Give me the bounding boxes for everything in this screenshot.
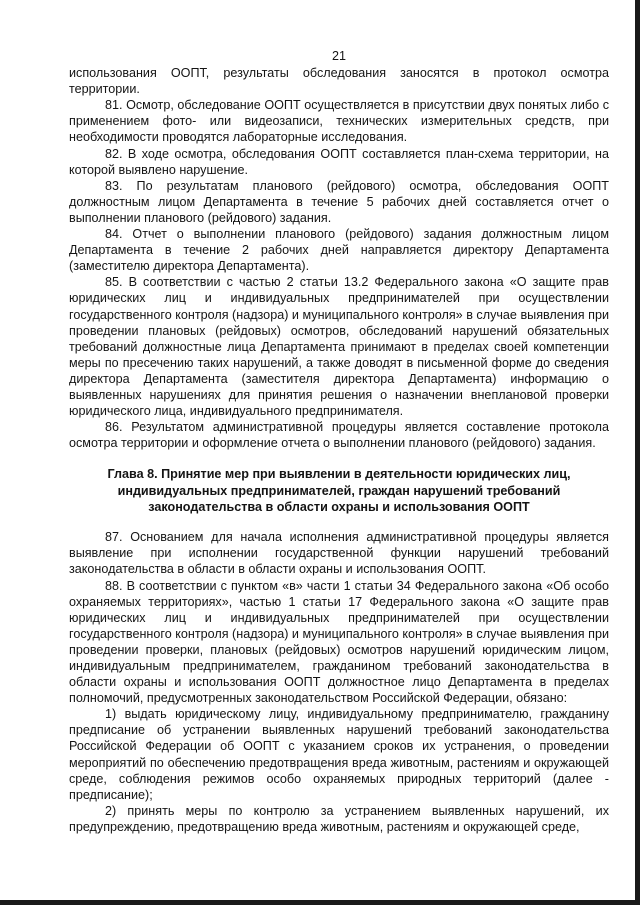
paragraph-84: 84. Отчет о выполнении планового (рейдового) задания должностным лицом Департамента в течение 2 рабочих дней направляется директору Департамента (заместителю директора Департамента).: [69, 227, 609, 274]
paragraph-80-continuation: использования ООПТ, результаты обследования заносятся в протокол осмотра территории.: [69, 66, 609, 97]
paragraph-85: 85. В соответствии с частью 2 статьи 13.2 Федерального закона «О защите прав юридических лиц и индивидуальных предпринимателей при осуществлении государственного контроля (надзора) и муниципального контроля» в случае выявления при проведении плановых (рейдовых) осмотров, обследований нарушений обязательных требований должностные лица Департамента принимают в пределах своей компетенции меры по пресечению таких нарушений, а также доводят в письменной форме до сведения директора Департамента (заместителя директора Департамента) информацию о выявленных нарушениях для принятия решения о назначении внеплановой проверки юридического лица, индивидуального предпринимателя.: [69, 275, 609, 419]
paragraph-82: 82. В ходе осмотра, обследования ООПТ составляется план-схема территории, на которой выявлено нарушение.: [69, 146, 609, 177]
paragraph-88: 88. В соответствии с пунктом «в» части 1 статьи 34 Федерального закона «Об особо охраняемых территориях», частью 1 статьи 17 Федерального закона «О защите прав юридических лиц и индивидуальных предпринимателей при осуществлении государственного контроля (надзора) и муниципального контроля» в случае выявления при проведении проверки, плановых (рейдовых) осмотров нарушений юридическим лицом, индивидуальным предпринимателем, гражданином требований законодательства в области охраны и использования ООПТ должностное лицо Департамента в пределах полномочий, предусмотренных законодательством Российской Федерации, обязано:: [69, 578, 609, 706]
chapter-heading: Глава 8. Принятие мер при выявлении в деятельности юридических лиц, индивидуальных предпринимателей, граждан нарушений требований законодательства в области охраны и использования ООПТ: [107, 467, 571, 514]
document-body: [69, 48, 609, 835]
paragraph-83: 83. По результатам планового (рейдового) осмотра, обследования ООПТ должностным лицом Департамента в течение 5 рабочих дней составляется отчет о выполнении планового (рейдового) задания.: [69, 178, 609, 225]
page-number: 21: [331, 49, 346, 63]
page-edge-bottom: [0, 900, 640, 905]
list-item-1: 1) выдать юридическому лицу, индивидуальному предпринимателю, гражданину предписание об устранении выявленных нарушений требований законодательства Российской Федерации об ООПТ с указанием сроков их устранения, о проведении мероприятий по обеспечению предотвращения вреда животным, растениям и окружающей среде, соблюдения режимов особо охраняемых природных территорий (далее - предписание);: [69, 707, 609, 802]
page-edge-right: [635, 0, 640, 905]
list-item-2: 2) принять меры по контролю за устранением выявленных нарушений, их предупреждению, предотвращению вреда животным, растениям и окружающей среде,: [69, 803, 609, 834]
paragraph-86: 86. Результатом административной процедуры является составление протокола осмотра территории и оформление отчета о выполнении планового (рейдового) задания.: [69, 420, 609, 451]
paragraph-87: 87. Основанием для начала исполнения административной процедуры является выявление при исполнении государственной функции нарушений требований законодательства в области в области охраны и использования ООПТ.: [69, 530, 609, 577]
paragraph-81: 81. Осмотр, обследование ООПТ осуществляется в присутствии двух понятых либо с применением фото- или видеозаписи, технических измерительных средств, при необходимости проводятся лабораторные исследования.: [69, 98, 609, 145]
